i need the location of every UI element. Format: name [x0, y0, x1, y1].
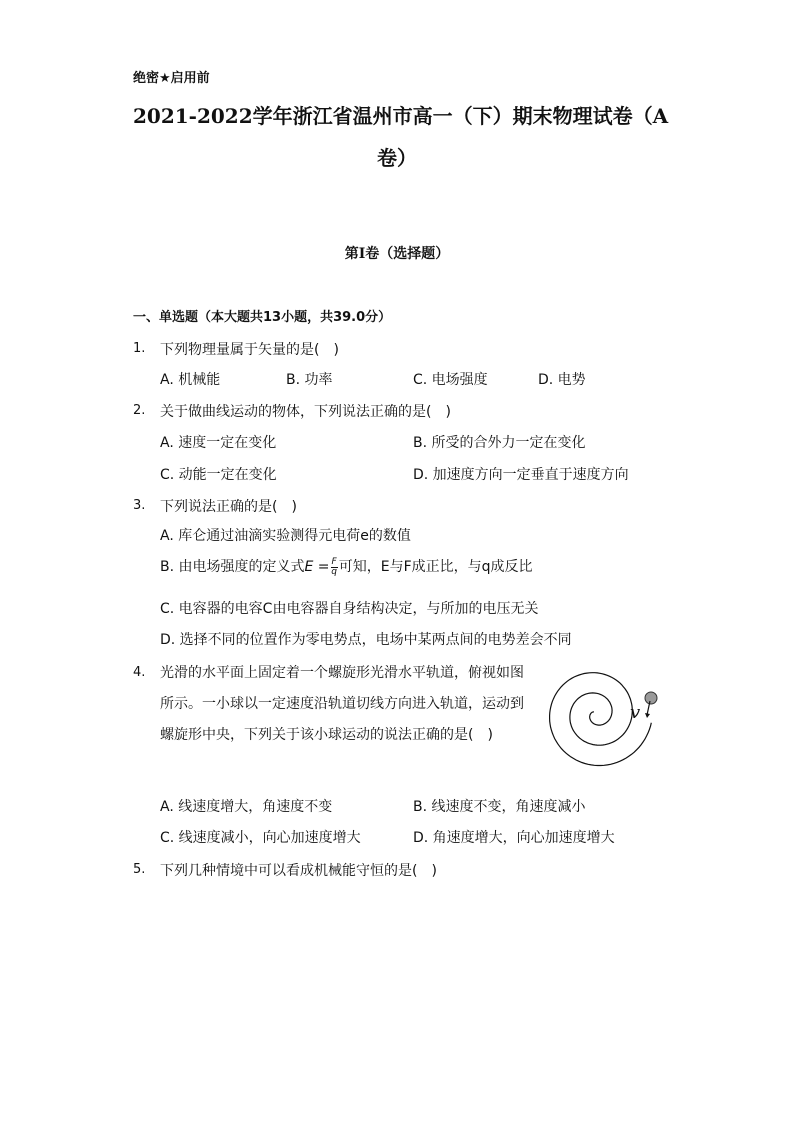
question-number: 3.: [133, 498, 146, 513]
fraction-numerator: F: [331, 556, 337, 567]
question-number: 2.: [133, 403, 146, 418]
question-stem: 下列说法正确的是( ): [160, 499, 297, 515]
fraction-denominator: q: [331, 566, 337, 577]
question-stem-line3: 螺旋形中央，下列关于该小球运动的说法正确的是( ): [160, 727, 493, 743]
option-d: D. 加速度方向一定垂直于速度方向: [413, 467, 629, 483]
option-d: D. 电势: [538, 372, 586, 388]
question-number: 1.: [133, 341, 146, 356]
option-b-suffix: 可知，E与F成正比，与q成反比: [338, 559, 533, 575]
exam-title-line1: 2021-2022学年浙江省温州市高一（下）期末物理试卷（A: [133, 104, 669, 128]
velocity-arrow-head: [645, 713, 650, 718]
formula-lhs: E =: [304, 559, 330, 575]
option-a: A. 机械能: [160, 372, 221, 388]
question-stem-line2: 所示。一小球以一定速度沿轨道切线方向进入轨道，运动到: [160, 696, 524, 712]
question-number: 4.: [133, 665, 146, 680]
question-stem: 下列几种情境中可以看成机械能守恒的是( ): [160, 863, 437, 879]
option-b: B. 线速度不变，角速度减小: [413, 799, 586, 815]
option-c: C. 线速度减小，向心加速度增大: [160, 830, 361, 846]
question-stem-line1: 光滑的水平面上固定着一个螺旋形光滑水平轨道，俯视如图: [160, 665, 524, 681]
question-number: 5.: [133, 862, 146, 877]
question-stem: 下列物理量属于矢量的是( ): [160, 342, 339, 358]
section-heading: 一、单选题（本大题共13小题，共39.0分）: [133, 310, 392, 325]
spiral-track-figure: [530, 656, 666, 768]
confidential-label: 绝密★启用前: [133, 71, 210, 86]
option-c: C. 动能一定在变化: [160, 467, 277, 483]
option-b-prefix: B. 由电场强度的定义式: [160, 559, 305, 575]
option-b: B. 所受的合外力一定在变化: [413, 435, 586, 451]
ball: [645, 692, 657, 704]
option-a: A. 库仑通过油滴实验测得元电荷e的数值: [160, 528, 411, 544]
option-a: A. 速度一定在变化: [160, 435, 277, 451]
fraction: [331, 558, 338, 577]
option-a: A. 线速度增大，角速度不变: [160, 799, 333, 815]
part-heading: 第I卷（选择题）: [344, 246, 450, 262]
option-b: B. 功率: [286, 372, 333, 388]
option-c: C. 电场强度: [413, 372, 488, 388]
exam-title-line2: 卷）: [377, 146, 417, 170]
option-b: [160, 556, 533, 577]
option-d: D. 选择不同的位置作为零电势点，电场中某两点间的电势差会不同: [160, 632, 572, 648]
question-stem: 关于做曲线运动的物体，下列说法正确的是( ): [160, 404, 451, 420]
option-c: C. 电容器的电容C由电容器自身结构决定，与所加的电压无关: [160, 601, 539, 617]
option-d: D. 角速度增大，向心加速度增大: [413, 830, 615, 846]
velocity-label: v: [630, 702, 641, 723]
